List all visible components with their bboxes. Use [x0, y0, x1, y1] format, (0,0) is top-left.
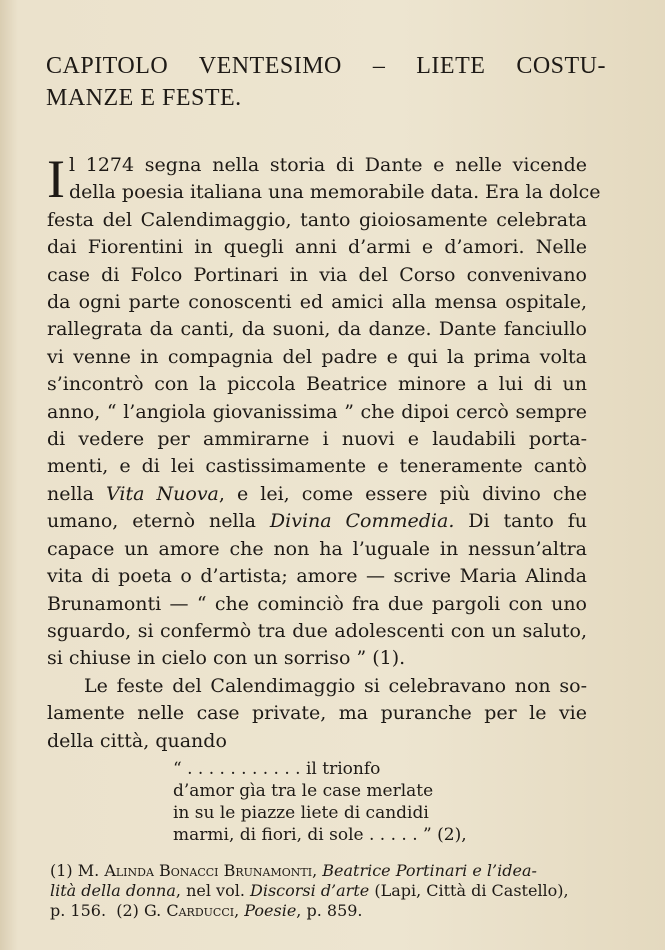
- text-line: della città, quando: [47, 729, 227, 752]
- drop-cap: I: [47, 149, 65, 209]
- text-line: della poesia italiana una memorabile data. Era la dolce: [68, 181, 601, 204]
- text-line: menti, e di lei castissimamente e teneramente cantò: [47, 455, 587, 478]
- book-title-vita-nuova: Vita Nuova: [106, 482, 219, 505]
- text-segment: nella: [47, 482, 107, 505]
- text-line: anno, “ l’angiola giovanissima ” che dipoi cercò sempre: [47, 400, 587, 423]
- footnote-line: [50, 901, 590, 921]
- body-text: [47, 149, 601, 755]
- chapter-title-line-1: CAPITOLO VENTESIMO – LIETE COSTU-: [46, 53, 606, 79]
- chapter-title-line-2: MANZE E FESTE.: [46, 85, 242, 111]
- footnotes: [50, 861, 590, 921]
- text-segment: Di tanto fu: [454, 510, 587, 533]
- text-line: [47, 508, 587, 535]
- book-title-divina-commedia: Divina Commedia.: [269, 510, 455, 533]
- text-line: festa del Calendimaggio, tanto gioiosamente celebrata: [47, 208, 587, 231]
- text-line: vita di poeta o d’artista; amore — scrive Maria Alinda: [47, 565, 587, 588]
- text-segment: , e lei, come essere più divino che: [218, 482, 587, 505]
- chapter-title: [46, 50, 606, 114]
- verse-line: “ . . . . . . . . . . . il trionfo: [173, 759, 381, 779]
- text-line: case di Folco Portinari in via del Corso convenivano: [47, 263, 587, 286]
- text-line: l 1274 segna nella storia di Dante e nelle vicende: [68, 154, 587, 176]
- text-line: s’incontrò con la piccola Beatrice minore a lui di un: [47, 373, 587, 396]
- footnote-2-author: Carducci: [166, 901, 235, 920]
- footnote-1-author: Alinda Bonacci Brunamonti: [104, 861, 313, 880]
- text-line: Le feste del Calendimaggio si celebravano non so-: [84, 674, 587, 697]
- text-line: vi venne in compagnia del padre e qui la prima volta: [47, 345, 587, 368]
- footnote-2-page: , p. 859.: [296, 901, 363, 920]
- text-line: di vedere per ammirarne i nuovi e laudabili porta-: [47, 428, 587, 451]
- verse-line: d’amor gìa tra le case merlate: [173, 781, 434, 801]
- text-line: Brunamonti — “ che cominciò fra due pargoli con uno: [47, 592, 587, 615]
- text-segment: , nel vol.: [175, 881, 250, 900]
- footnote-2-title: Poesie: [244, 901, 297, 920]
- verse-quotation: [173, 758, 503, 846]
- verse-line: marmi, di fiori, di sole . . . . . ” (2),: [173, 825, 467, 845]
- text-segment: ,: [234, 901, 245, 920]
- footnote-1-page: p. 156.: [50, 901, 107, 920]
- text-line: capace un amore che non ha l’uguale in nessun’altra: [47, 537, 587, 560]
- text-line: dai Fiorentini in quegli anni d’armi e d’amori. Nelle: [47, 236, 587, 259]
- footnote-line: [50, 861, 590, 881]
- text-line: [47, 481, 587, 508]
- text-line: da ogni parte conoscenti ed amici alla mensa ospitale,: [47, 291, 587, 314]
- text-line: sguardo, si confermò tra due adolescenti con un saluto,: [47, 619, 587, 642]
- verse-line: in su le piazze liete di candidi: [173, 803, 429, 823]
- footnote-1-publisher: (Lapi, Città di Castello),: [369, 881, 569, 900]
- text-line: lamente nelle case private, ma puranche per le vie: [47, 702, 587, 725]
- footnote-2-marker: (2) G.: [106, 901, 167, 920]
- text-segment: umano, eternò nella: [47, 510, 270, 533]
- footnote-line: [50, 881, 590, 901]
- footnote-1-title-cont: lità della donna: [50, 881, 176, 900]
- footnote-1-volume: Discorsi d’arte: [250, 881, 370, 900]
- text-segment: ,: [312, 861, 323, 880]
- text-line: rallegrata da canti, da suoni, da danze. Dante fanciullo: [47, 318, 587, 341]
- text-line: si chiuse in cielo con un sorriso ” (1).: [47, 647, 406, 670]
- footnote-1-marker: (1) M.: [50, 861, 105, 880]
- footnote-1-title: Beatrice Portinari e l’idea-: [322, 861, 537, 880]
